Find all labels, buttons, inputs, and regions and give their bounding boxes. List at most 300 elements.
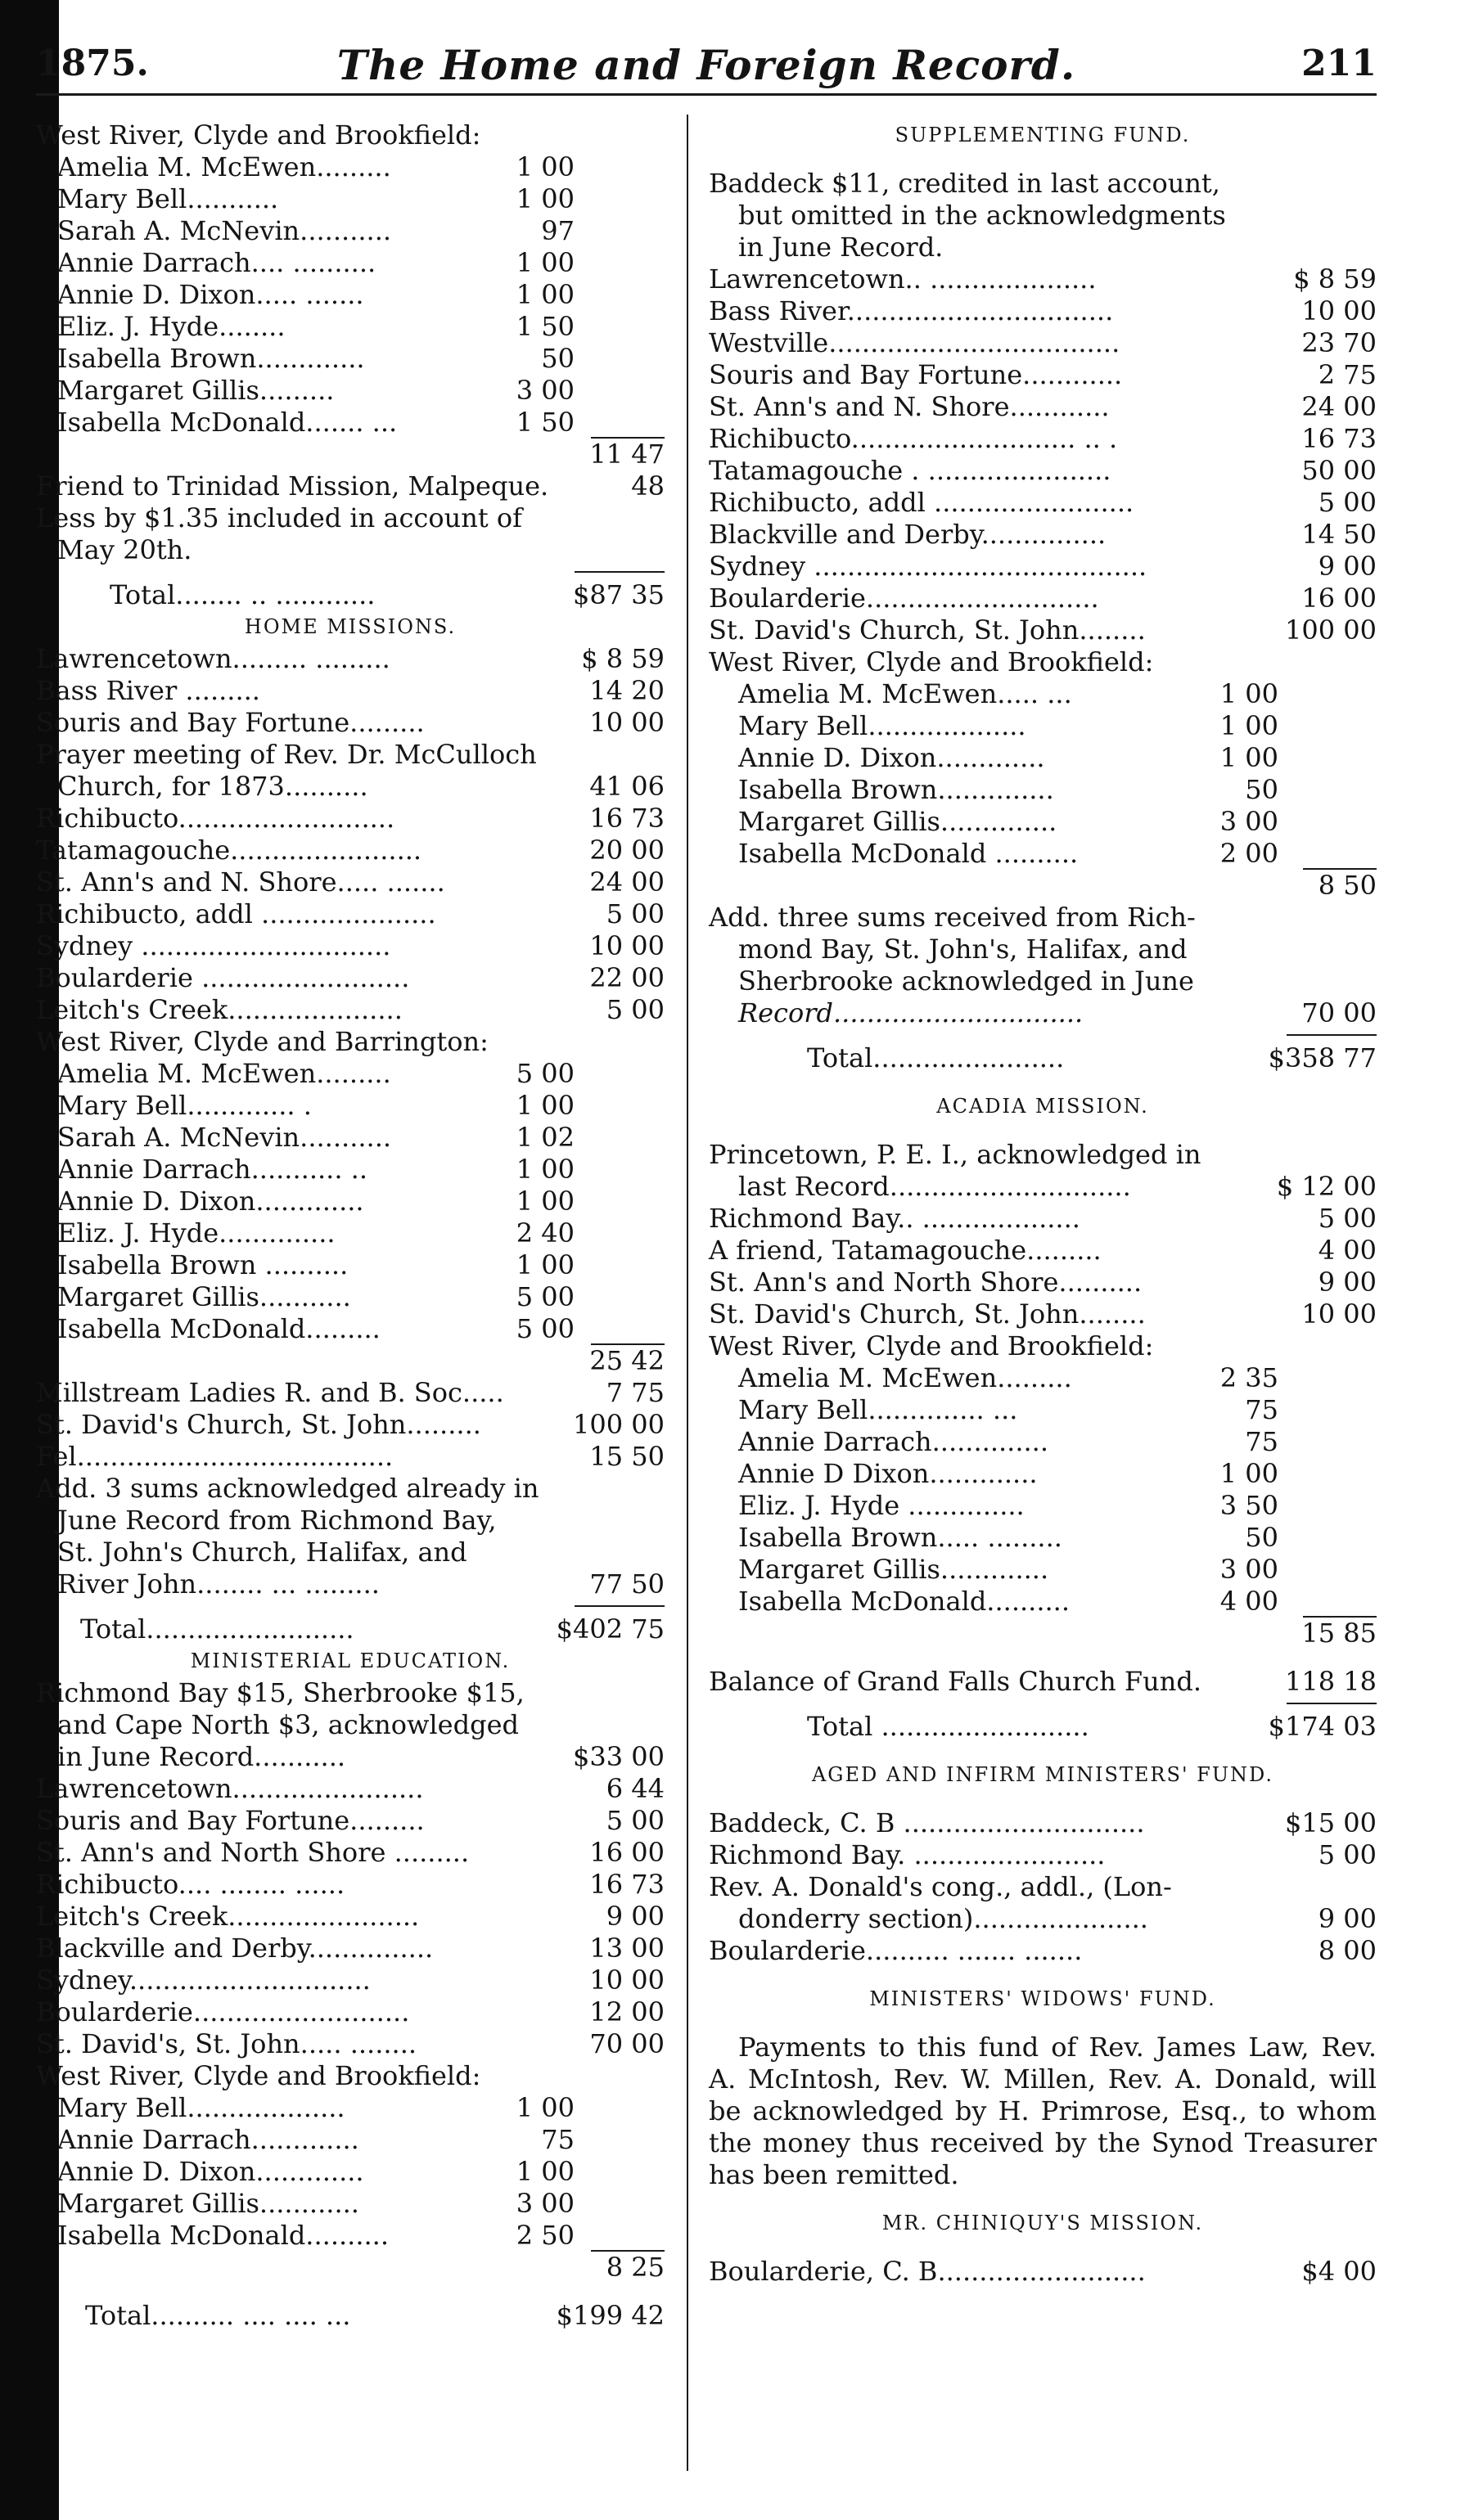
entry-name: Souris and Bay Fortune......... (36, 707, 425, 738)
list-item (709, 1586, 1377, 1618)
entry-amount: 50 (1245, 774, 1278, 805)
list-item (36, 898, 665, 930)
entry-name: Mary Bell................... (738, 710, 1026, 741)
supplementing-fund-heading: SUPPLEMENTING FUND. (895, 124, 1191, 146)
scan-mark (0, 1440, 15, 1458)
entry-amount: 10 00 (589, 707, 665, 738)
entry-name: Annie D. Dixon............. (57, 2156, 364, 2187)
entry-name: Boularderie ......................... (36, 962, 410, 993)
entry-amount: 5 00 (1318, 1203, 1377, 1234)
list-item (709, 1203, 1377, 1235)
rich-row-2: and Cape North $3, acknowledged (57, 1709, 519, 1740)
entry-name: Leitch's Creek..................... (36, 994, 403, 1025)
list-item (709, 614, 1377, 646)
entry-amount: 13 00 (589, 1933, 665, 1964)
list-item (36, 1805, 665, 1837)
entry-amount: 14 50 (1301, 519, 1377, 550)
list-item (709, 1458, 1377, 1490)
scan-mark (0, 1874, 15, 1892)
entry-amount: 16 73 (589, 803, 665, 834)
entry-amount: 1 00 (516, 2156, 575, 2187)
entry-amount: 1 00 (1219, 678, 1278, 709)
west-river-subtotal: 11 47 (589, 439, 665, 470)
entry-amount: 20 00 (589, 835, 665, 866)
list-item (709, 391, 1377, 423)
entry-name: St. David's Church, St. John........ (709, 1298, 1146, 1330)
entry-amount: 2 40 (516, 1217, 575, 1249)
scan-mark (0, 1915, 15, 1933)
ministerial-list (36, 1773, 665, 2060)
list-item (709, 1490, 1377, 1522)
list-item (709, 806, 1377, 838)
list-item (709, 742, 1377, 774)
entry-name: Isabella Brown............. (57, 343, 365, 374)
list-item (709, 583, 1377, 614)
entry-amount: 16 00 (589, 1837, 665, 1868)
friend-row: Friend to Trinidad Mission, Malpeque. 48 (36, 470, 665, 502)
total-row-2: Total......................... $402 75 (80, 1613, 665, 1645)
list-item (709, 1522, 1377, 1554)
entry-name: Isabella McDonald .......... (738, 838, 1079, 869)
list-item (36, 2124, 665, 2156)
entry-amount: $ 8 59 (1293, 263, 1377, 295)
barrington-title: West River, Clyde and Barrington: (36, 1026, 489, 1057)
acadia-mission-heading: ACADIA MISSION. (936, 1095, 1149, 1118)
list-item (36, 1933, 665, 1964)
entry-amount: 5 00 (516, 1313, 575, 1344)
entry-amount: 9 00 (1318, 1267, 1377, 1298)
list-item (36, 279, 665, 311)
entry-name: Isabella McDonald....... ... (57, 407, 398, 438)
grand-falls-row: Balance of Grand Falls Church Fund. 118 18 (709, 1666, 1377, 1697)
scan-mark (0, 1407, 15, 1425)
entry-name: Tatamagouche . ...................... (709, 455, 1111, 486)
barrington-subtotal-row: 25 42 (589, 1345, 665, 1376)
entry-name: Boularderie............................ (709, 583, 1099, 614)
rich-row-1: Richmond Bay $15, Sherbrooke $15, (36, 1677, 525, 1708)
entry-name: Souris and Bay Fortune............ (709, 359, 1123, 390)
entry-amount: 2 00 (1219, 838, 1278, 869)
list-item (709, 263, 1377, 295)
list-item (709, 838, 1377, 870)
acadia-list (709, 1203, 1377, 1330)
list-item (36, 1964, 665, 1996)
entry-name: St. Ann's and N. Shore..... ....... (36, 866, 445, 898)
less-row-2: May 20th. (57, 534, 192, 565)
entry-amount: 16 73 (589, 1869, 665, 1900)
entry-name: Annie Darrach........... .. (57, 1154, 368, 1185)
entry-amount: 1 00 (516, 151, 575, 182)
list-item (36, 2156, 665, 2188)
entry-amount: 4 00 (1219, 1586, 1278, 1617)
entry-amount: 3 00 (1219, 1554, 1278, 1585)
list-item (709, 487, 1377, 519)
list-item (36, 2188, 665, 2220)
list-item (36, 643, 665, 675)
entry-name: Sydney .............................. (36, 930, 391, 961)
entry-name: Annie Darrach............. (57, 2124, 359, 2155)
prayer-row-2: Church, for 1873.......... 41 06 (57, 771, 665, 802)
fel-row: Fel...................................... 15 50 (36, 1441, 665, 1472)
list-item (36, 866, 665, 898)
total-row-3: Total.......... .... .... ... $199 42 (85, 2300, 665, 2331)
min-west-river-title: West River, Clyde and Brookfield: (36, 2060, 481, 2091)
entry-name: Sydney ........................................ (709, 551, 1147, 582)
list-item (709, 1554, 1377, 1586)
entry-name: Tatamagouche....................... (36, 835, 422, 866)
list-item (36, 1217, 665, 1249)
list-item (36, 375, 665, 407)
west-river-title: West River, Clyde and Brookfield: (36, 119, 481, 151)
list-item (36, 1186, 665, 1217)
entry-amount: 1 00 (516, 1249, 575, 1280)
entry-name: Annie Darrach.............. (738, 1426, 1049, 1457)
list-item (36, 1901, 665, 1933)
entry-amount: 1 00 (516, 279, 575, 310)
entry-amount: 75 (1245, 1394, 1278, 1425)
list-item (36, 343, 665, 375)
baddeck-row-3: in June Record. (738, 232, 944, 263)
list-item (709, 1807, 1377, 1839)
entry-name: Margaret Gillis.............. (738, 806, 1057, 837)
aged-list (709, 1807, 1377, 1871)
prayer-row: Prayer meeting of Rev. Dr. McCulloch (36, 739, 537, 770)
entry-amount: 3 00 (516, 375, 575, 406)
entry-name: Sarah A. McNevin........... (57, 215, 392, 246)
list-item (36, 151, 665, 183)
entry-amount: 16 73 (1301, 423, 1377, 454)
list-item (36, 1090, 665, 1122)
entry-amount: $ 8 59 (581, 643, 665, 674)
widows-paragraph: Payments to this fund of Rev. James Law, Rev. A. McIntosh, Rev. W. Millen, Rev. A. Donald, will be acknowledged by H. Primrose, Esq., to whom the money thus received by the Synod Treasurer has been remitted. (709, 2032, 1377, 2190)
add3-row-3: St. John's Church, Halifax, and (57, 1537, 467, 1568)
entry-amount: 97 (541, 215, 575, 246)
entry-amount: 5 00 (606, 898, 665, 929)
princetown-row-2: last Record............................. $ 12 00 (738, 1171, 1377, 1202)
entry-name: Amelia M. McEwen......... (57, 1058, 391, 1089)
list-item (36, 1281, 665, 1313)
entry-amount: 3 50 (1219, 1490, 1278, 1521)
acadia-west-river-subtotal-row: 15 85 (1301, 1618, 1377, 1649)
entry-name: Margaret Gillis............ (57, 2188, 359, 2219)
supp-west-river-title: West River, Clyde and Brookfield: (709, 646, 1154, 677)
river-john-row: River John........ ... ......... 77 50 (57, 1568, 665, 1600)
entry-name: Isabella McDonald.......... (57, 2220, 390, 2251)
boularderie-row: Boularderie.......... ....... ....... 8 00 (709, 1935, 1377, 1966)
entry-amount: 1 00 (1219, 710, 1278, 741)
list-item (709, 1426, 1377, 1458)
list-item (36, 311, 665, 343)
entry-name: Amelia M. McEwen......... (57, 151, 391, 182)
entry-name: Bass River ......... (36, 675, 260, 706)
list-item (36, 962, 665, 994)
entry-name: Annie D. Dixon............. (738, 742, 1045, 773)
entry-amount: 2 75 (1318, 359, 1377, 390)
entry-name: Mary Bell................... (57, 2092, 345, 2123)
list-item (36, 183, 665, 215)
entry-amount: 23 70 (1301, 327, 1377, 358)
entry-amount: 2 35 (1219, 1362, 1278, 1393)
baddeck-row-1: Baddeck $11, credited in last account, (709, 168, 1220, 199)
entry-amount: 1 00 (516, 2092, 575, 2123)
entry-amount: 16 00 (1301, 583, 1377, 614)
entry-name: St. David's, St. John..... ........ (36, 2028, 417, 2059)
entry-name: Annie Darrach.... .......... (57, 247, 376, 278)
aged-infirm-heading: AGED AND INFIRM MINISTERS' FUND. (811, 1763, 1274, 1786)
list-item (36, 1122, 665, 1154)
west-river-list (36, 151, 665, 439)
add-three-row-1: Add. three sums received from Rich- (709, 902, 1196, 933)
entry-amount: 4 00 (1318, 1235, 1377, 1266)
entry-amount: 9 00 (606, 1901, 665, 1932)
entry-amount: 14 20 (589, 675, 665, 706)
supp-total-row: Total....................... $358 77 (807, 1042, 1377, 1073)
entry-amount: 1 00 (516, 1090, 575, 1121)
entry-amount: 1 02 (516, 1122, 575, 1153)
list-item (709, 1394, 1377, 1426)
ministerial-education-heading: MINISTERIAL EDUCATION. (190, 1649, 511, 1672)
page-number: 211 (1301, 43, 1377, 84)
right-column (709, 119, 1377, 2288)
entry-name: Boularderie.......................... (36, 1996, 410, 2027)
entry-amount: 50 (541, 343, 575, 374)
acadia-west-river-title: West River, Clyde and Brookfield: (709, 1330, 1154, 1361)
home-missions-list (36, 643, 665, 739)
entry-name: Blackville and Derby............... (36, 1933, 434, 1964)
entry-name: Sydney............................. (36, 1964, 371, 1996)
entry-name: Amelia M. McEwen..... ... (738, 678, 1072, 709)
list-item (36, 2028, 665, 2060)
entry-name: Richmond Bay. ....................... (709, 1839, 1106, 1870)
entry-name: St. Ann's and North Shore.......... (709, 1267, 1143, 1298)
list-item (36, 803, 665, 835)
entry-amount: 75 (1245, 1426, 1278, 1457)
supp-west-river-list (709, 678, 1377, 870)
entry-name: Sarah A. McNevin........... (57, 1122, 392, 1153)
entry-amount: 10 00 (1301, 295, 1377, 326)
entry-name: Richibucto, addl ..................... (36, 898, 436, 929)
list-item (709, 774, 1377, 806)
entry-name: Margaret Gillis......... (57, 375, 335, 406)
entry-name: Richmond Bay.. ................... (709, 1203, 1080, 1234)
entry-name: Isabella Brown..... ......... (738, 1522, 1062, 1553)
entry-name: Mary Bell.............. ... (738, 1394, 1018, 1425)
entry-amount: 9 00 (1318, 551, 1377, 582)
acadia-west-river-list (709, 1362, 1377, 1618)
list-item (36, 707, 665, 739)
min-west-river-list (36, 2092, 665, 2252)
entry-name: A friend, Tatamagouche......... (709, 1235, 1102, 1266)
entry-name: Mary Bell........... (57, 183, 279, 214)
barrington-list (36, 1058, 665, 1345)
entry-name: Lawrencetown......... ......... (36, 643, 390, 674)
list-item (709, 1839, 1377, 1871)
entry-amount: 5 00 (606, 994, 665, 1025)
princetown-row-1: Princetown, P. E. I., acknowledged in (709, 1139, 1201, 1170)
add3-row-1: Add. 3 sums acknowledged already in (36, 1473, 539, 1504)
entry-name: St. Ann's and N. Shore............ (709, 391, 1110, 422)
list-item (36, 1249, 665, 1281)
list-item (36, 2220, 665, 2252)
list-item (709, 1267, 1377, 1298)
entry-amount: 5 00 (1318, 1839, 1377, 1870)
entry-name: Eliz. J. Hyde .............. (738, 1490, 1025, 1521)
add-three-row-4: Record.............................. 70 00 (738, 997, 1377, 1028)
entry-amount: 3 00 (1219, 806, 1278, 837)
list-item (36, 835, 665, 866)
donald-row-2: donderry section)..................... 9 00 (738, 1903, 1377, 1934)
scan-mark (0, 1227, 15, 1245)
list-item (709, 423, 1377, 455)
list-item (709, 551, 1377, 583)
entry-amount: 75 (541, 2124, 575, 2155)
list-item (709, 710, 1377, 742)
home-missions-heading: HOME MISSIONS. (244, 615, 457, 638)
list-item (36, 1996, 665, 2028)
west-river-subtotal-row (36, 439, 665, 470)
entry-name: Blackville and Derby............... (709, 519, 1107, 550)
entry-name: Isabella McDonald......... (57, 1313, 381, 1344)
chiniquy-mission-heading: MR. CHINIQUY'S MISSION. (881, 2212, 1204, 2234)
baddeck-row-2: but omitted in the acknowledgments (738, 200, 1226, 231)
entry-amount: 1 00 (516, 1154, 575, 1185)
entry-name: Annie D. Dixon............. (57, 1186, 364, 1217)
entry-name: Bass River................................ (709, 295, 1114, 326)
list-item (709, 455, 1377, 487)
entry-amount: 1 00 (516, 183, 575, 214)
entry-amount: 1 00 (516, 1186, 575, 1217)
entry-amount: 5 00 (1318, 487, 1377, 518)
list-item (709, 519, 1377, 551)
rich-row-3: in June Record........... $33 00 (57, 1741, 665, 1772)
acadia-total-row: Total ......................... $174 03 (807, 1711, 1377, 1742)
entry-amount: 1 50 (516, 311, 575, 342)
entry-name: Richibucto.... ........ ...... (36, 1869, 345, 1900)
list-item (36, 247, 665, 279)
less-row: Less by $1.35 included in account of (36, 502, 522, 533)
add3-row-2: June Record from Richmond Bay, (57, 1505, 497, 1536)
entry-name: Westville................................... (709, 327, 1120, 358)
entry-amount: $15 00 (1285, 1807, 1377, 1838)
list-item (36, 675, 665, 707)
millstream-row: Millstream Ladies R. and B. Soc..... 7 75 (36, 1377, 665, 1408)
chiniquy-row: Boularderie, C. B......................... $4 00 (709, 2256, 1377, 2287)
entry-name: Margaret Gillis........... (57, 1281, 351, 1312)
entry-amount: 6 44 (606, 1773, 665, 1804)
left-column (36, 119, 665, 2332)
list-item (36, 994, 665, 1026)
list-item (709, 295, 1377, 327)
entry-name: Eliz. J. Hyde........ (57, 311, 286, 342)
entry-amount: 10 00 (589, 930, 665, 961)
list-item (36, 407, 665, 439)
entry-name: Annie D Dixon............. (738, 1458, 1038, 1489)
entry-amount: 2 50 (516, 2220, 575, 2251)
entry-name: Richibucto.......................... (36, 803, 395, 834)
entry-name: Eliz. J. Hyde.............. (57, 1217, 336, 1249)
min-west-river-subtotal-row: 8 25 (606, 2252, 665, 2283)
list-item (709, 1298, 1377, 1330)
entry-name: St. Ann's and North Shore ......... (36, 1837, 470, 1868)
entry-name: Margaret Gillis............. (738, 1554, 1049, 1585)
entry-amount: 5 00 (606, 1805, 665, 1836)
add-three-row-2: mond Bay, St. John's, Halifax, and (738, 934, 1188, 965)
scan-mark (0, 1276, 15, 1294)
home-missions-list-2 (36, 803, 665, 1026)
entry-amount: 24 00 (1301, 391, 1377, 422)
scan-mark (0, 1375, 15, 1393)
list-item (36, 1773, 665, 1805)
entry-amount: 50 (1245, 1522, 1278, 1553)
entry-amount: 5 00 (516, 1281, 575, 1312)
entry-amount: 22 00 (589, 962, 665, 993)
scan-mark (0, 1309, 15, 1327)
entry-name: Lawrencetown....................... (36, 1773, 424, 1804)
scan-mark (0, 1800, 15, 1818)
entry-amount: 100 00 (1285, 614, 1377, 646)
list-item (709, 359, 1377, 391)
entry-name: Baddeck, C. B ............................. (709, 1807, 1145, 1838)
entry-amount: 1 00 (1219, 742, 1278, 773)
entry-amount: 24 00 (589, 866, 665, 898)
entry-name: Isabella Brown .......... (57, 1249, 349, 1280)
column-divider (687, 115, 688, 2471)
add-three-row-3: Sherbrooke acknowledged in June (738, 965, 1194, 997)
entry-name: Annie D. Dixon..... ....... (57, 279, 364, 310)
list-item (36, 1869, 665, 1901)
entry-amount: 1 50 (516, 407, 575, 438)
page-header (36, 36, 1377, 96)
entry-amount: 70 00 (589, 2028, 665, 2059)
entry-amount: 1 00 (516, 247, 575, 278)
entry-name: Richibucto, addl ........................ (709, 487, 1134, 518)
list-item (36, 1313, 665, 1345)
entry-name: Amelia M. McEwen......... (738, 1362, 1072, 1393)
widows-fund-heading: MINISTERS' WIDOWS' FUND. (869, 1987, 1216, 2010)
entry-amount: 12 00 (589, 1996, 665, 2027)
entry-name: Lawrencetown.. .................... (709, 263, 1097, 295)
entry-name: Leitch's Creek....................... (36, 1901, 420, 1932)
entry-amount: 10 00 (589, 1964, 665, 1996)
entry-name: Richibucto........................... .. . (709, 423, 1118, 454)
list-item (36, 2092, 665, 2124)
journal-title: The Home and Foreign Record. (336, 41, 1076, 89)
page-year: 1875. (36, 43, 149, 84)
supp-west-river-subtotal-row: 8 50 (1318, 870, 1377, 901)
list-item (36, 930, 665, 962)
total-row-1: Total........ .. ............ $87 35 (110, 579, 665, 610)
entry-amount: 10 00 (1301, 1298, 1377, 1330)
entry-name: Isabella McDonald.......... (738, 1586, 1071, 1617)
entry-amount: 1 00 (1219, 1458, 1278, 1489)
list-item (36, 1837, 665, 1869)
list-item (36, 1154, 665, 1186)
list-item (36, 215, 665, 247)
stdavid-row: St. David's Church, St. John......... 100 00 (36, 1409, 665, 1440)
supplementing-list (709, 263, 1377, 646)
entry-amount: 50 00 (1301, 455, 1377, 486)
entry-name: St. David's Church, St. John........ (709, 614, 1146, 646)
scan-mark (0, 1342, 15, 1360)
list-item (36, 1058, 665, 1090)
entry-amount: 5 00 (516, 1058, 575, 1089)
list-item (709, 327, 1377, 359)
donald-row-1: Rev. A. Donald's cong., addl., (Lon- (709, 1871, 1172, 1902)
entry-name: Souris and Bay Fortune......... (36, 1805, 425, 1836)
list-item (709, 1362, 1377, 1394)
list-item (709, 678, 1377, 710)
entry-amount: 3 00 (516, 2188, 575, 2219)
